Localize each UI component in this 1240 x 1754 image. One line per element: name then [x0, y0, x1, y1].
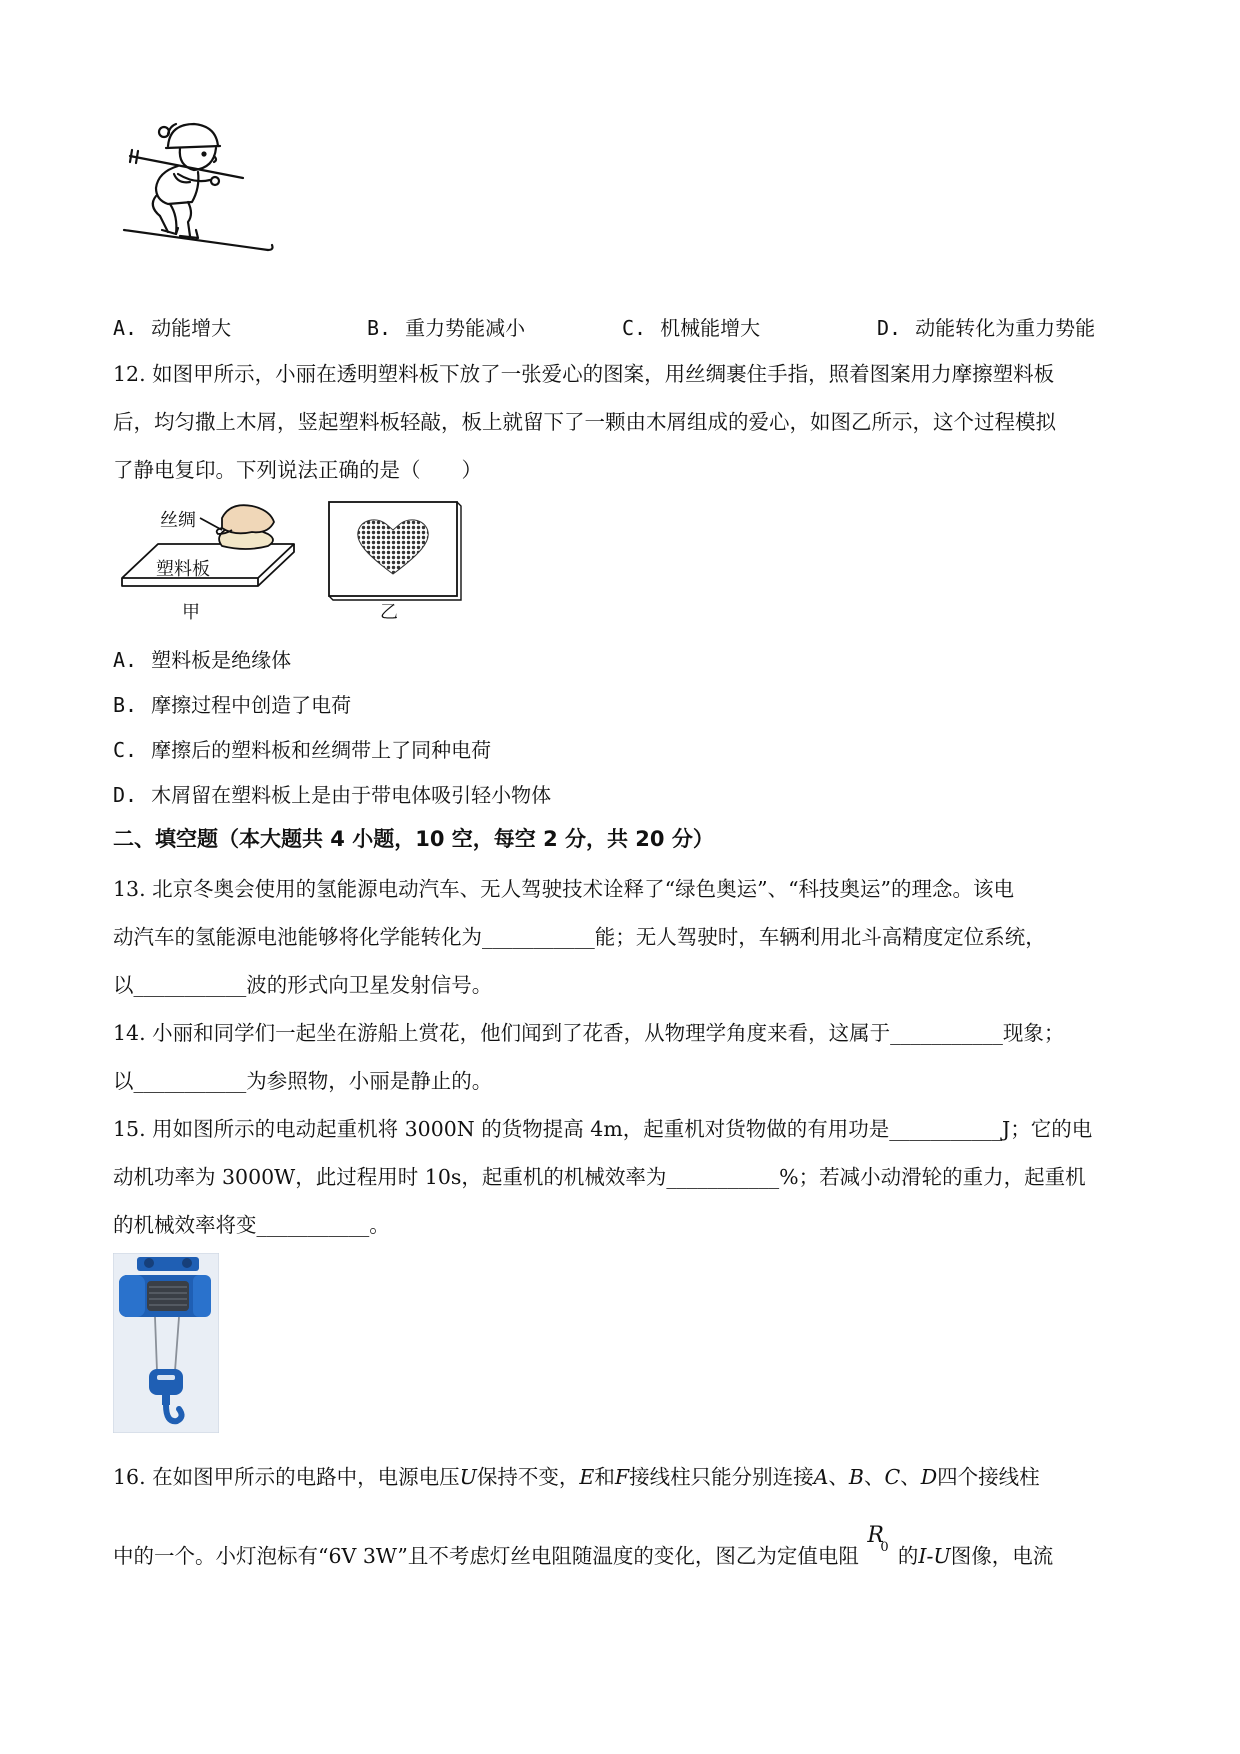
q12-stem-line-1: 12. 如图甲所示，小丽在透明塑料板下放了一张爱心的图案，用丝绸裹住手指，照着图案用力摩擦塑料板: [113, 362, 1055, 386]
q13-line-3: 以___________波的形式向卫星发射信号。: [113, 973, 493, 997]
q12-option-c: C. 摩擦后的塑料板和丝绸带上了同种电荷: [113, 738, 492, 762]
q15-line-2: 动机功率为 3000W，此过程用时 10s，起重机的机械效率为___________%；若减小动滑轮的重力，起重机: [113, 1165, 1086, 1189]
q11-option-d: D. 动能转化为重力势能: [877, 316, 1096, 340]
q15-line-3: 的机械效率将变___________。: [113, 1213, 390, 1237]
q14-line-1: 14. 小丽和同学们一起坐在游船上赏花，他们闻到了花香，从物理学角度来看，这属于___________现象；: [113, 1021, 1065, 1045]
q15-line-1: 15. 用如图所示的电动起重机将 3000N 的货物提高 4m，起重机对货物做的有用功是___________J；它的电: [113, 1117, 1093, 1141]
heart-board-figure: [326, 500, 464, 602]
q11-option-a: A. 动能增大: [113, 316, 232, 340]
electric-crane-photo: [113, 1253, 219, 1433]
q12-stem-line-2: 后，均匀撒上木屑，竖起塑料板轻敲，板上就留下了一颗由木屑组成的爱心，如图乙所示，这个过程模拟: [113, 410, 1056, 434]
q16-line-1: 16. 在如图甲所示的电路中，电源电压U保持不变，E和F接线柱只能分别连接A、B、C、D四个接线柱: [113, 1465, 1040, 1489]
q12-option-a: A. 塑料板是绝缘体: [113, 648, 292, 672]
q12-stem-line-3: 了静电复印。下列说法正确的是（ ）: [113, 458, 482, 482]
section-heading: 二、填空题（本大题共 4 小题，10 空，每空 2 分，共 20 分）: [113, 827, 714, 851]
plate-label: 塑料板: [156, 559, 210, 580]
q13-line-2: 动汽车的氢能源电池能够将化学能转化为___________能；无人驾驶时，车辆利用北斗高精度定位系统，: [113, 925, 1046, 949]
figure-jia-label: 甲: [182, 602, 200, 623]
q12-option-d: D. 木屑留在塑料板上是由于带电体吸引轻小物体: [113, 783, 552, 807]
q14-line-2: 以___________为参照物，小丽是静止的。: [113, 1069, 493, 1093]
figure-yi-label: 乙: [380, 602, 398, 623]
q11-option-b: B. 重力势能减小: [367, 316, 526, 340]
q11-option-c: C. 机械能增大: [622, 316, 761, 340]
r0-symbol: R 0: [867, 1523, 889, 1555]
skier-figure: [118, 118, 278, 260]
q13-line-1: 13. 北京冬奥会使用的氢能源电动汽车、无人驾驶技术诠释了“绿色奥运”、“科技奥运”的理念。该电: [113, 877, 1015, 901]
q12-option-b: B. 摩擦过程中创造了电荷: [113, 693, 352, 717]
silk-label: 丝绸: [160, 510, 196, 531]
q16-line-2: 中的一个。小灯泡标有“6V 3W”且不考虑灯丝电阻随温度的变化，图乙为定值电阻 R 0 的I-U图像，电流: [113, 1523, 1054, 1568]
